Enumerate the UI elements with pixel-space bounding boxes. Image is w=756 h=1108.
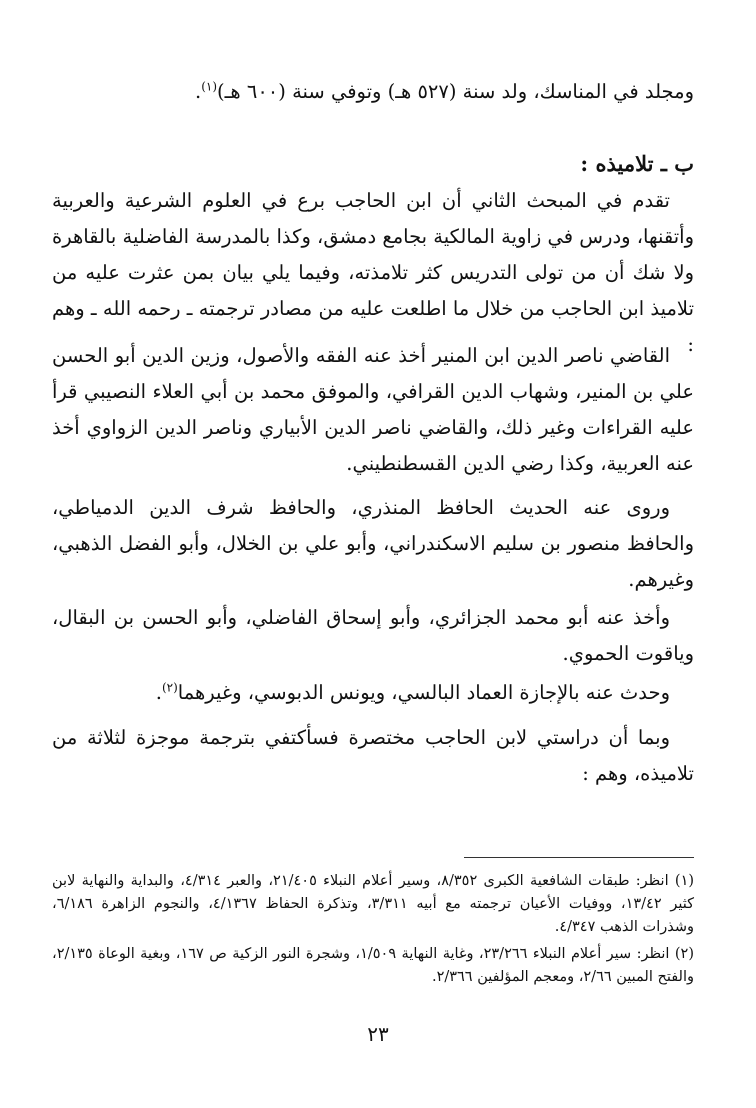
page-number: ٢٣ bbox=[367, 1022, 389, 1046]
ijaza-end: . bbox=[155, 681, 162, 704]
footnote-ref-2: (٢) bbox=[161, 680, 178, 695]
continuation-text: ومجلد في المناسك، ولد سنة (٥٢٧ هـ) وتوفي سنة (٦٠٠ هـ) bbox=[217, 80, 694, 103]
paragraph-hadith-narrators: وروى عنه الحديث الحافظ المنذري، والحافظ شرف الدين الدمياطي، والحافظ منصور بن سليم الاسكندراني، وأبو علي بن الخلال، وأبو الفضل الذهبي، وغيرهم. bbox=[52, 496, 694, 591]
footnote-ref-1: (١) bbox=[201, 79, 218, 94]
footnote-separator bbox=[464, 857, 694, 858]
continuation-line bbox=[52, 74, 694, 110]
paragraph-conclusion: وبما أن دراستي لابن الحاجب مختصرة فسأكتفي بترجمة موجزة لثلاثة من تلاميذه، وهم : bbox=[52, 726, 694, 785]
paragraph-other-students: وأخذ عنه أبو محمد الجزائري، وأبو إسحاق الفاضلي، وأبو الحسن بن البقال، وياقوت الحموي. bbox=[52, 606, 694, 665]
paragraph-intro: تقدم في المبحث الثاني أن ابن الحاجب برع في العلوم الشرعية والعربية وأتقنها، ودرس في زاوية المالكية بجامع دمشق، وكذا بالمدرسة الفاضلية بالقاهرة ولا شك أن من تولى التدريس كثر تلامذته، وفيما يلي بيان بمن عثرت عليه من تلاميذ ابن الحاجب من خلال ما اطلعت عليه من مصادر ترجمته ـ رحمه الله ـ وهم : bbox=[51, 189, 694, 356]
footnotes bbox=[52, 870, 694, 993]
paragraph-students-fiqh: القاضي ناصر الدين ابن المنير أخذ عنه الفقه والأصول، وزين الدين أبو الحسن علي بن المنير، وشهاب الدين القرافي، والموفق محمد بن أبي العلاء النصيبي قرأ عليه القراءات وغير ذلك، والقاضي ناصر الدين الأبياري وناصر الدين الزواوي أخذ عنه العربية، وكذا رضي الدين القسطنطيني. bbox=[52, 344, 694, 475]
continuation-end: . bbox=[195, 80, 202, 103]
paragraph-ijaza bbox=[52, 675, 694, 711]
section-heading: ب ـ تلاميذه : bbox=[580, 151, 694, 176]
footnote-2: (٢) انظر: سير أعلام النبلاء ٢٣/٢٦٦، وغاية النهاية ١/٥٠٩، وشجرة النور الزكية ص ١٦٧، وبغية الوعاة ٢/١٣٥، والفتح المبين ٢/٦٦، ومعجم المؤلفين ٢/٣٦٦. bbox=[52, 946, 694, 985]
ijaza-text: وحدث عنه بالإجازة العماد البالسي، ويونس الدبوسي، وغيرهما bbox=[177, 681, 670, 704]
footnote-1: (١) انظر: طبقات الشافعية الكبرى ٨/٣٥٢، وسير أعلام النبلاء ٢١/٤٠٥، والعبر ٤/٣١٤، والبداية والنهاية لابن كثير ١٣/٤٢، ووفيات الأعيان ترجمته مع أبيه ٣/٣١١، وتذكرة الحفاظ ٤/١٣٦٧، والنجوم الزاهرة ٦/١٨٦، وشذرات الذهب ٤/٣٤٧. bbox=[52, 873, 695, 935]
